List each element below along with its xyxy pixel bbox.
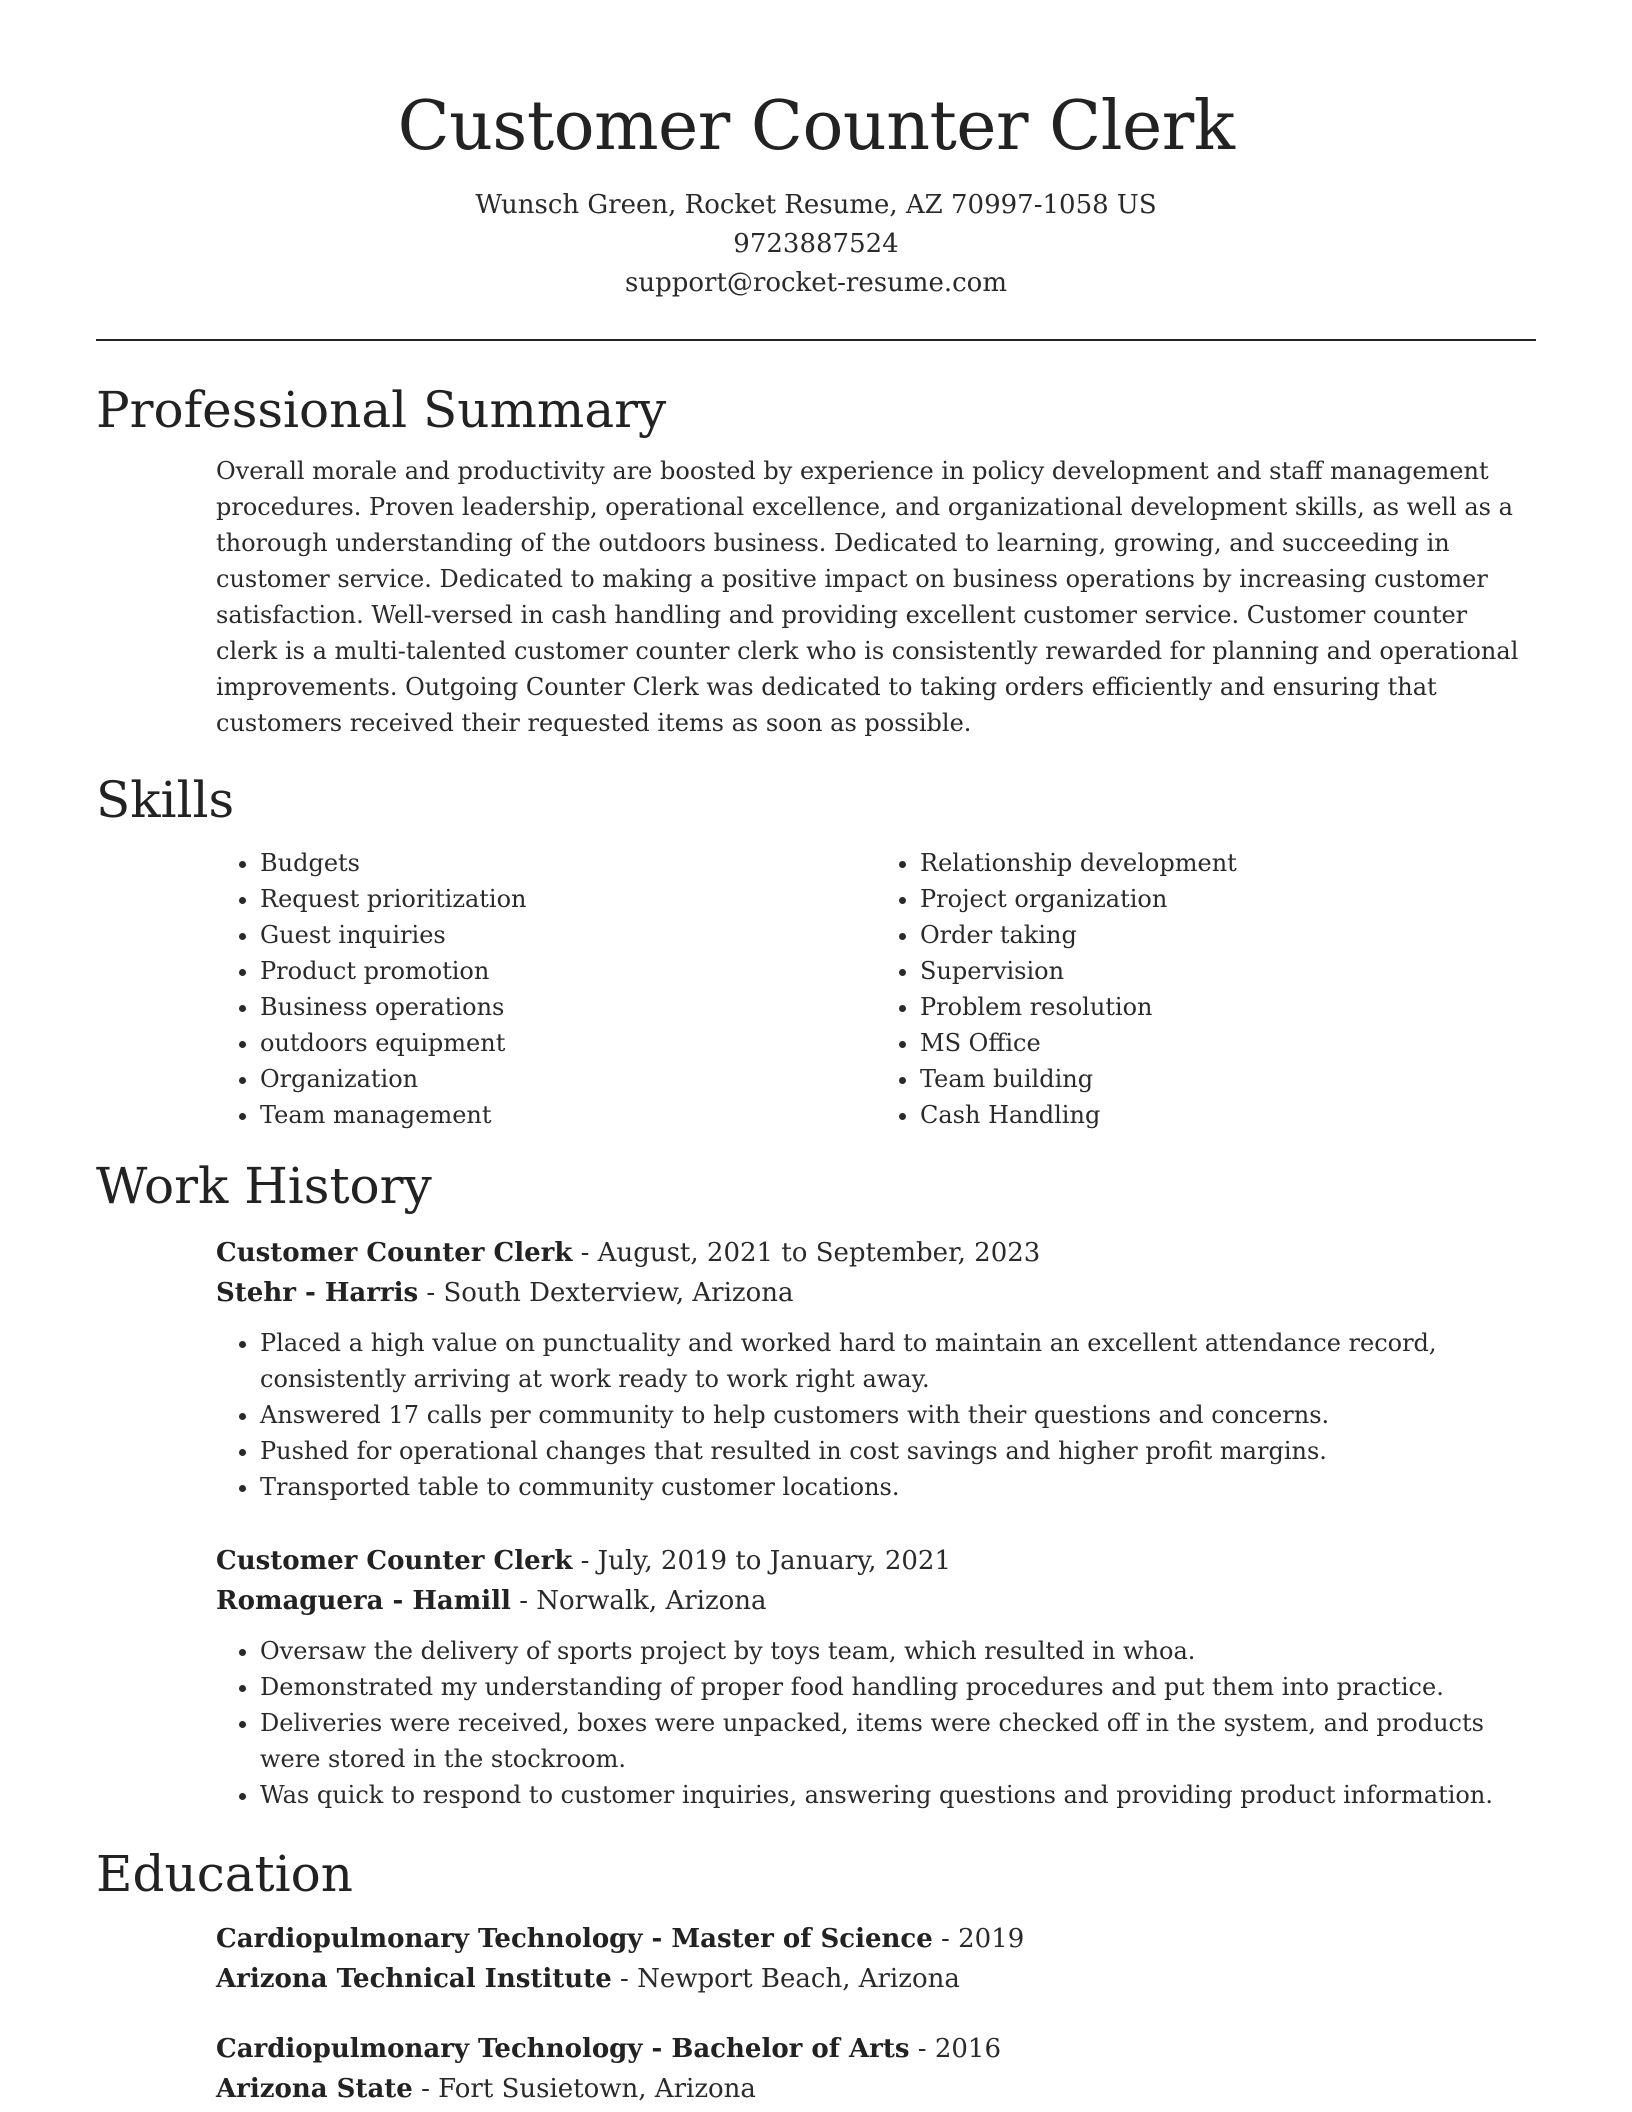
job-title-line [216,1233,1536,1273]
degree-field: Cardiopulmonary Technology - Master of Science [216,1924,933,1954]
contact-address: Wunsch Green, Rocket Resume, AZ 70997-1058 US [475,190,1157,220]
job-location: - South Dexterview, Arizona [418,1278,794,1308]
skill-item: • Project organization [920,881,1536,917]
job-dates: - July, 2019 to January, 2021 [572,1546,951,1576]
skill-item: • Team management [260,1097,876,1133]
job-bullets [216,1325,1536,1505]
education-section [96,1843,1536,2109]
job-company: Romaguera - Hamill [216,1586,511,1616]
candidate-name: Customer Counter Clerk [397,87,1235,166]
job-company-line [216,1581,1536,1621]
contact-email: support@rocket-resume.com [624,268,1007,298]
job-company-line [216,1273,1536,1313]
contact-block [96,186,1536,303]
job-bullet: • Transported table to community customer locations. [260,1469,1536,1505]
degree-year: - 2016 [909,2034,1001,2064]
skills-heading: Skills [96,771,235,829]
work-history-section [96,1155,1536,1813]
summary-text: Overall morale and productivity are boosted by experience in policy development and staff management procedures. Proven leadership, operational excellence, and organizational development skills, as well as a thorough understanding of the outdoors business. Dedicated to learning, growing, and succeeding in customer service. Dedicated to making a positive impact on business operations by increasing customer satisfaction. Well-versed in cash handling and providing excellent customer service. Customer counter clerk is a multi-talented customer counter clerk who is consistently rewarded for planning and operational improvements. Outgoing Counter Clerk was dedicated to taking orders efficiently and ensuring that customers received their requested items as soon as possible. [216,457,1519,737]
skill-item: • Problem resolution [920,989,1536,1025]
job-title-line [216,1541,1536,1581]
skill-item: • outdoors equipment [260,1025,876,1061]
work-history-heading: Work History [96,1157,432,1215]
resume-header [96,0,1536,303]
job-location: - Norwalk, Arizona [510,1586,767,1616]
education-entry [216,1919,1536,1999]
skill-item: • Team building [920,1061,1536,1097]
school-name: Arizona State [216,2074,413,2104]
summary-heading: Professional Summary [96,381,667,439]
education-heading: Education [96,1845,353,1903]
skill-item: • Product promotion [260,953,876,989]
summary-section [96,379,1536,741]
header-divider [96,339,1536,341]
skills-list-left [216,845,876,1133]
job-dates: - August, 2021 to September, 2023 [572,1238,1041,1268]
job-bullets [216,1633,1536,1813]
job-bullet: • Answered 17 calls per community to help customers with their questions and concerns. [260,1397,1536,1433]
job-bullet: • Was quick to respond to customer inquiries, answering questions and providing product information. [260,1777,1536,1813]
school-location: - Fort Susietown, Arizona [412,2074,756,2104]
skill-item: • Guest inquiries [260,917,876,953]
school-location: - Newport Beach, Arizona [611,1964,960,1994]
school-line [216,1959,1536,1999]
degree-year: - 2019 [932,1924,1025,1954]
skill-item: • MS Office [920,1025,1536,1061]
skill-item: • Organization [260,1061,876,1097]
skill-item: • Cash Handling [920,1097,1536,1133]
job-bullet: • Placed a high value on punctuality and worked hard to maintain an excellent attendance record, consistently arriving at work ready to work right away. [260,1325,1536,1397]
resume-page [96,0,1536,2112]
contact-phone: 9723887524 [733,229,899,259]
skill-item: • Supervision [920,953,1536,989]
skills-section [96,769,1536,1133]
skill-item: • Order taking [920,917,1536,953]
degree-field: Cardiopulmonary Technology - Bachelor of Arts [216,2034,910,2064]
skill-item: • Relationship development [920,845,1536,881]
degree-line [216,2029,1536,2069]
education-entry [216,2029,1536,2109]
job-entry [216,1233,1536,1505]
skills-grid [216,845,1536,1133]
school-name: Arizona Technical Institute [216,1964,612,1994]
job-bullet: • Pushed for operational changes that resulted in cost savings and higher profit margins. [260,1433,1536,1469]
skill-item: • Request prioritization [260,881,876,917]
school-line [216,2069,1536,2109]
job-company: Stehr - Harris [216,1278,419,1308]
job-bullet: • Demonstrated my understanding of proper food handling procedures and put them into practice. [260,1669,1536,1705]
job-role: Customer Counter Clerk [216,1238,573,1268]
degree-line [216,1919,1536,1959]
skills-list-right [876,845,1536,1133]
job-role: Customer Counter Clerk [216,1546,573,1576]
skill-item: • Budgets [260,845,876,881]
job-bullet: • Deliveries were received, boxes were unpacked, items were checked off in the system, and products were stored in the stockroom. [260,1705,1536,1777]
job-entry [216,1541,1536,1813]
skill-item: • Business operations [260,989,876,1025]
job-bullet: • Oversaw the delivery of sports project by toys team, which resulted in whoa. [260,1633,1536,1669]
